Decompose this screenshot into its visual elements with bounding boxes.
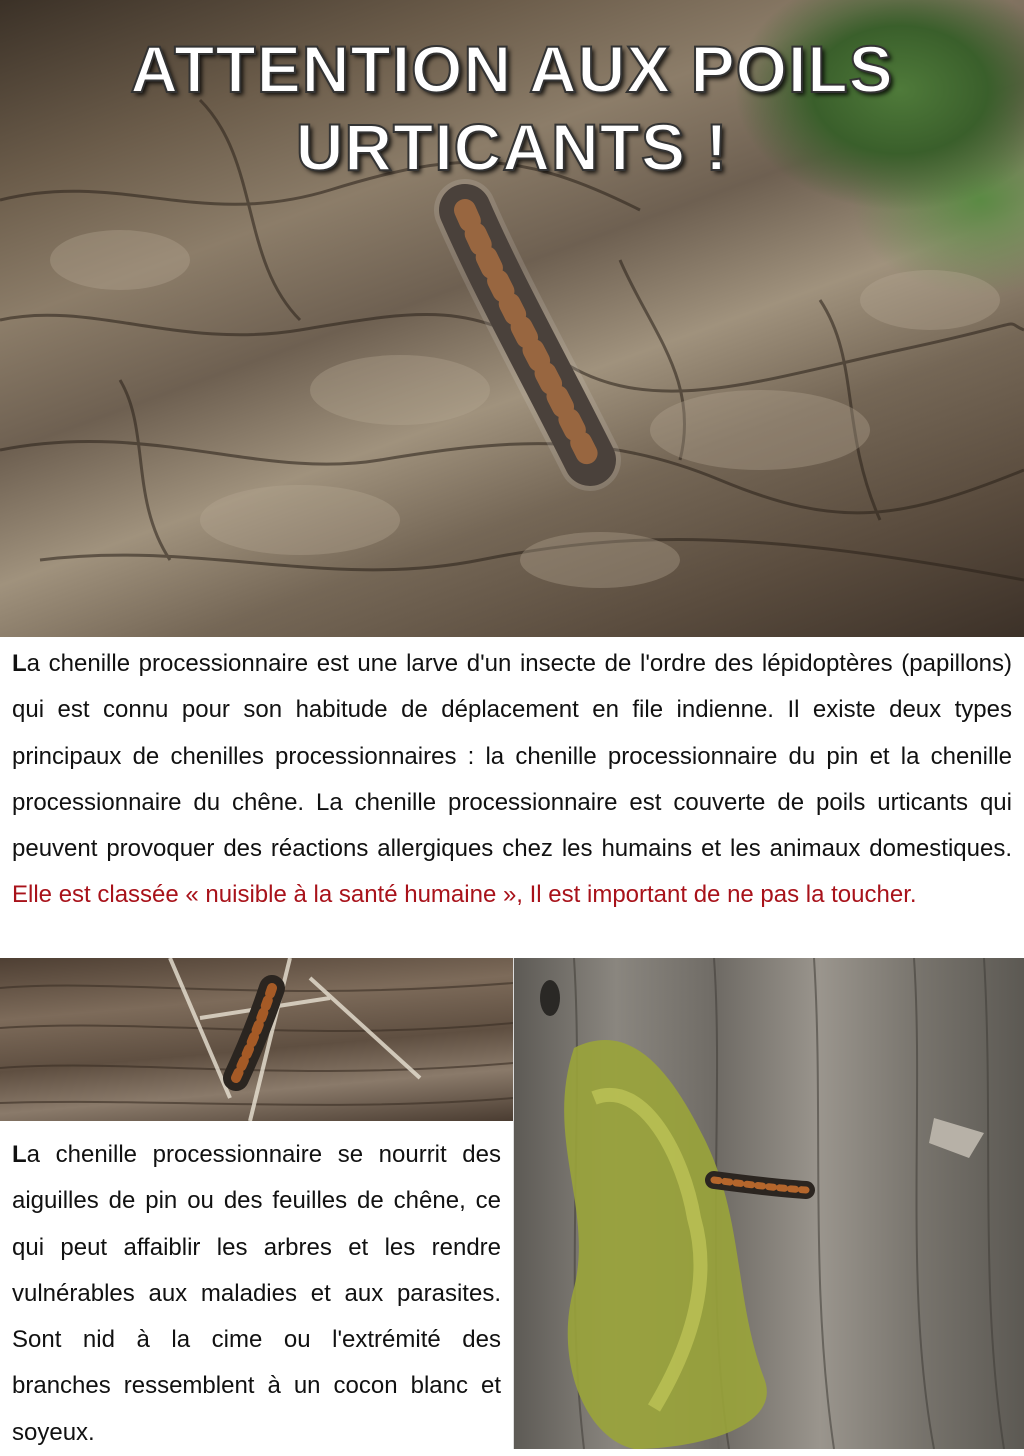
- page-title: [0, 30, 1024, 186]
- drop-letter: L: [12, 650, 27, 677]
- side-body-text: a chenille processionnaire se nourrit des aiguilles de pin ou des feuilles de chêne, ce qui peut affaiblir les arbres et les rendre vulnérables aux maladies et aux parasites. Sont nid à la cime ou l'extrémité des branches ressemblent à un cocon blanc et soyeux.: [12, 1141, 501, 1446]
- caterpillar-on-moss-photo: [514, 958, 1024, 1449]
- caterpillar-on-wood-photo: [0, 958, 513, 1121]
- hero-photo: [0, 0, 1024, 637]
- intro-text-block: [0, 637, 1024, 958]
- title-line-2: URTICANTS !: [295, 110, 729, 184]
- side-text-block: [0, 1121, 513, 1449]
- intro-body-text: a chenille processionnaire est une larve d'un insecte de l'ordre des lépidoptères (papillons) qui est connu pour son habitude de déplacement en file indienne. Il existe deux types principaux de chenilles processionnaires : la chenille processionnaire du pin et la chenille processionnaire du chêne. La chenille processionnaire est couverte de poils urticants qui peuvent provoquer des réactions allergiques chez les humains et les animaux domestiques.: [12, 650, 1012, 863]
- intro-paragraph: [12, 641, 1012, 919]
- divider: [513, 958, 514, 1449]
- drop-letter: L: [12, 1141, 27, 1168]
- side-paragraph: [12, 1132, 501, 1456]
- caterpillar-icon: [714, 1180, 806, 1190]
- title-line-1: ATTENTION AUX POILS: [130, 32, 894, 106]
- caterpillar-icon: [465, 210, 590, 460]
- warning-text: Elle est classée « nuisible à la santé humaine », Il est important de ne pas la toucher.: [12, 881, 917, 909]
